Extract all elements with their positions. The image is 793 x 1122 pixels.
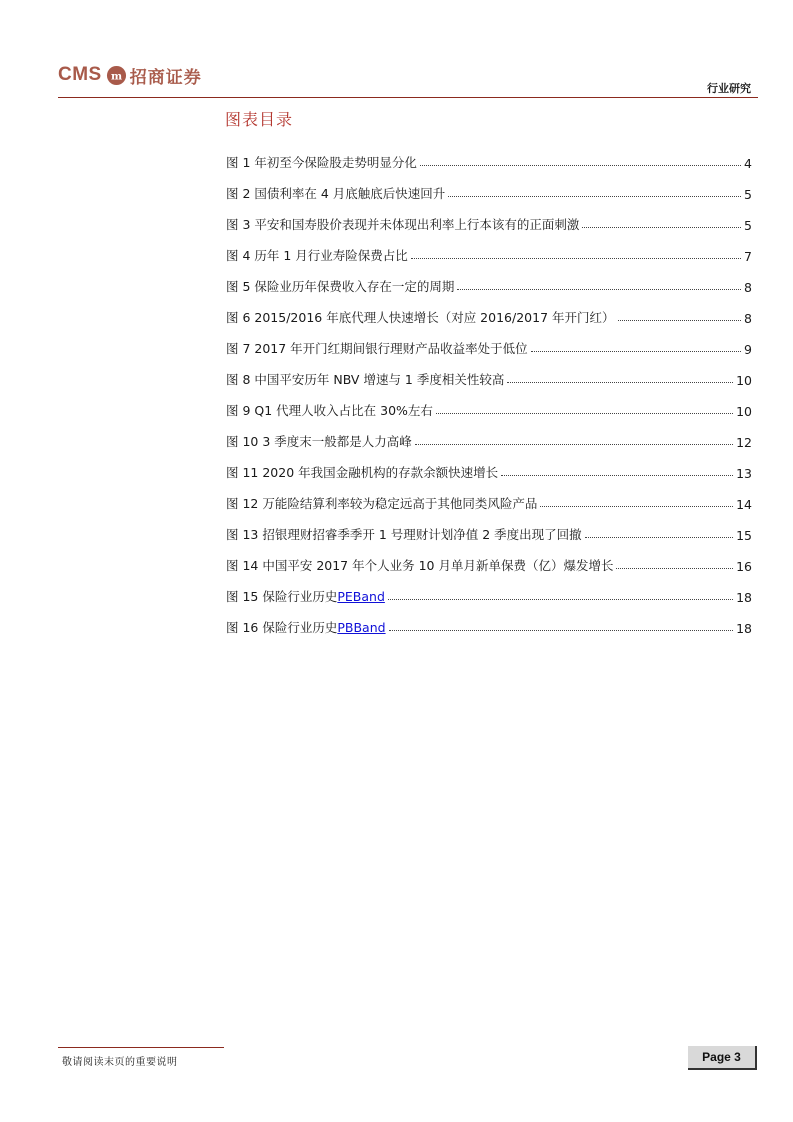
toc-entry-page: 7 [744,249,752,264]
toc-entry[interactable] [226,264,752,295]
toc-entry-page: 14 [736,497,752,512]
toc-entry[interactable] [226,295,752,326]
header-divider [58,97,758,98]
toc-entry-label: 图 1 年初至今保险股走势明显分化 [226,155,417,170]
toc-entry-label: 图 6 2015/2016 年底代理人快速增长（对应 2016/2017 年开门红） [226,310,615,325]
toc-entry-page: 12 [736,435,752,450]
toc-leader-dots [540,506,733,507]
toc-leader-dots [531,351,741,352]
pbband-link[interactable]: PBBand [337,620,386,635]
logo-text: CMS [58,64,102,85]
toc-leader-dots [420,165,741,166]
toc-entry-label [226,618,386,636]
toc-entry[interactable] [226,419,752,450]
toc-entry-page: 16 [736,559,752,574]
toc-entry-page: 9 [744,342,752,357]
toc-entry-page: 15 [736,528,752,543]
toc-entry-label [226,587,385,605]
toc-entry-label-text: 图 15 保险行业历史 [226,589,338,604]
toc-entry-label: 图 13 招银理财招睿季季开 1 号理财计划净值 2 季度出现了回撤 [226,527,582,542]
toc-leader-dots [582,227,741,228]
toc-entry-label: 图 4 历年 1 月行业寿险保费占比 [226,248,408,263]
toc-leader-dots [436,413,733,414]
toc-leader-dots [411,258,741,259]
peband-link[interactable]: PEBand [337,589,385,604]
toc-leader-dots [618,320,742,321]
toc-leader-dots [388,599,733,600]
toc-entry-page: 5 [744,187,752,202]
toc-entry[interactable] [226,326,752,357]
toc-entry[interactable] [226,357,752,388]
toc-leader-dots [415,444,733,445]
toc-entry[interactable] [226,481,752,512]
toc-entry-label: 图 3 平安和国寿股价表现并未体现出利率上行本该有的正面刺激 [226,217,580,232]
toc-entry-label: 图 7 2017 年开门红期间银行理财产品收益率处于低位 [226,341,528,356]
toc-list [226,140,752,636]
toc-entry-page: 18 [736,621,752,636]
toc-entry-page: 13 [736,466,752,481]
toc-entry-page: 4 [744,156,752,171]
toc-entry-label: 图 11 2020 年我国金融机构的存款余额快速增长 [226,465,499,480]
footer-divider [58,1047,224,1048]
toc-entry-label: 图 14 中国平安 2017 年个人业务 10 月单月新单保费（亿）爆发增长 [226,558,614,573]
toc-entry[interactable] [226,512,752,543]
toc-leader-dots [448,196,741,197]
svg-text:m: m [110,69,122,82]
toc-entry[interactable] [226,605,752,636]
toc-entry[interactable] [226,388,752,419]
toc-entry[interactable] [226,574,752,605]
toc-entry[interactable] [226,171,752,202]
footer-disclaimer: 敬请阅读末页的重要说明 [62,1057,178,1068]
toc-leader-dots [501,475,733,476]
toc-entry-page: 10 [736,404,752,419]
toc-entry-label: 图 8 中国平安历年 NBV 增速与 1 季度相关性较高 [226,372,505,387]
toc-entry-label: 图 5 保险业历年保费收入存在一定的周期 [226,279,455,294]
toc-leader-dots [389,630,734,631]
toc-entry-label-text: 图 16 保险行业历史 [226,620,338,635]
toc-title: 图表目录 [225,110,294,129]
brand-logo [58,60,202,90]
toc-entry-label: 图 10 3 季度末一般都是人力高峰 [226,434,412,449]
toc-entry-label: 图 12 万能险结算利率较为稳定远高于其他同类风险产品 [226,496,538,511]
toc-entry[interactable] [226,233,752,264]
toc-entry-page: 8 [744,280,752,295]
toc-entry-label: 图 9 Q1 代理人收入占比在 30%左右 [226,403,433,418]
toc-entry[interactable] [226,202,752,233]
toc-leader-dots [616,568,733,569]
page-number-badge: Page 3 [688,1046,757,1070]
toc-entry[interactable] [226,140,752,171]
logo-emblem-icon [106,65,127,86]
section-label: 行业研究 [707,82,751,95]
toc-leader-dots [585,537,733,538]
toc-entry-page: 8 [744,311,752,326]
toc-entry-label: 图 2 国债利率在 4 月底触底后快速回升 [226,186,446,201]
toc-entry-page: 10 [736,373,752,388]
toc-entry[interactable] [226,450,752,481]
toc-entry-page: 18 [736,590,752,605]
toc-leader-dots [457,289,741,290]
toc-leader-dots [507,382,733,383]
logo-cn-text: 招商证券 [129,67,202,88]
toc-entry[interactable] [226,543,752,574]
toc-entry-page: 5 [744,218,752,233]
